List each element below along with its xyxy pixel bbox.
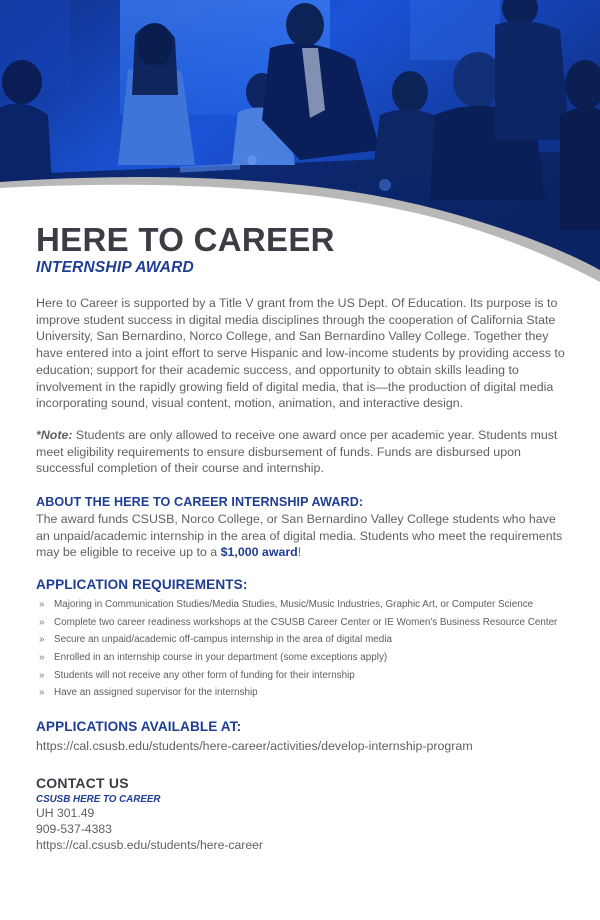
chevron-right-icon: »	[39, 651, 43, 663]
contact-url[interactable]: https://cal.csusb.edu/students/here-career	[36, 837, 263, 852]
applications-url[interactable]: https://cal.csusb.edu/students/here-career/activities/develop-internship-program	[36, 738, 473, 753]
requirement-item	[36, 667, 566, 685]
about-heading: ABOUT THE HERE TO CAREER INTERNSHIP AWARD:	[36, 495, 364, 510]
requirement-item	[36, 596, 566, 614]
requirement-text: Complete two career readiness workshops at the CSUSB Career Center or IE Women's Business Resource Center	[54, 616, 558, 628]
about-text	[36, 511, 566, 561]
requirement-text: Secure an unpaid/academic off-campus internship in the area of digital media	[54, 634, 392, 646]
contact-phone[interactable]: 909-537-4383	[36, 821, 112, 836]
award-amount: $1,000 award	[220, 545, 298, 560]
note-label: *Note:	[36, 427, 73, 442]
contact-org: CSUSB HERE TO CAREER	[36, 793, 161, 805]
requirement-item	[36, 649, 566, 667]
about-end: !	[297, 545, 302, 560]
note-text: Students are only allowed to receive one award once per academic year. Students must meet eligibility requirements to ensure disbursement of funds. Funds are disbursed upon successful completion of their course and internship.	[36, 427, 558, 476]
requirements-heading: APPLICATION REQUIREMENTS:	[36, 577, 248, 593]
requirement-item	[36, 684, 566, 702]
requirement-text: Majoring in Communication Studies/Media Studies, Music/Music Industries, Graphic Art, or Computer Science	[54, 599, 534, 611]
intro-paragraph: Here to Career is supported by a Title V grant from the US Dept. Of Education. Its purpose is to improve student success in digital media disciplines through the cooperation of California State University, San Bernardino, Norco College, and San Bernardino Valley College. Together they have entered into a joint effort to serve Hispanic and low-income students by providing access to education; support for their academic success, and opportunity to obtain skills leading to involvement in the rapidly growing field of digital media, that is—the production of digital media incorporating sound, visual content, motion, animation, and interactive design.	[36, 296, 565, 411]
chevron-right-icon: »	[39, 634, 43, 646]
flyer-content	[36, 222, 566, 853]
requirement-item	[36, 614, 566, 632]
contact-room: UH 301.49	[36, 805, 95, 820]
about-body: The award funds CSUSB, Norco College, or San Bernardino Valley College students who have an unpaid/academic internship in the area of digital media. Students who meet the requirements may be eligible to receive up to a	[36, 512, 563, 560]
requirements-list	[36, 596, 566, 702]
requirement-text: Enrolled in an internship course in your department (some exceptions apply)	[54, 651, 388, 663]
applications-heading: APPLICATIONS AVAILABLE AT:	[36, 718, 242, 734]
chevron-right-icon: »	[39, 669, 43, 681]
requirement-text: Students will not receive any other form of funding for their internship	[54, 669, 355, 681]
chevron-right-icon: »	[39, 616, 43, 628]
chevron-right-icon: »	[39, 599, 43, 611]
page-title: HERE TO CAREER	[36, 221, 335, 258]
requirement-item	[36, 631, 566, 649]
note-paragraph	[36, 427, 566, 477]
page-subtitle: INTERNSHIP AWARD	[36, 259, 194, 276]
chevron-right-icon: »	[39, 687, 43, 699]
contact-heading: CONTACT US	[36, 774, 129, 791]
requirement-text: Have an assigned supervisor for the internship	[54, 687, 258, 699]
